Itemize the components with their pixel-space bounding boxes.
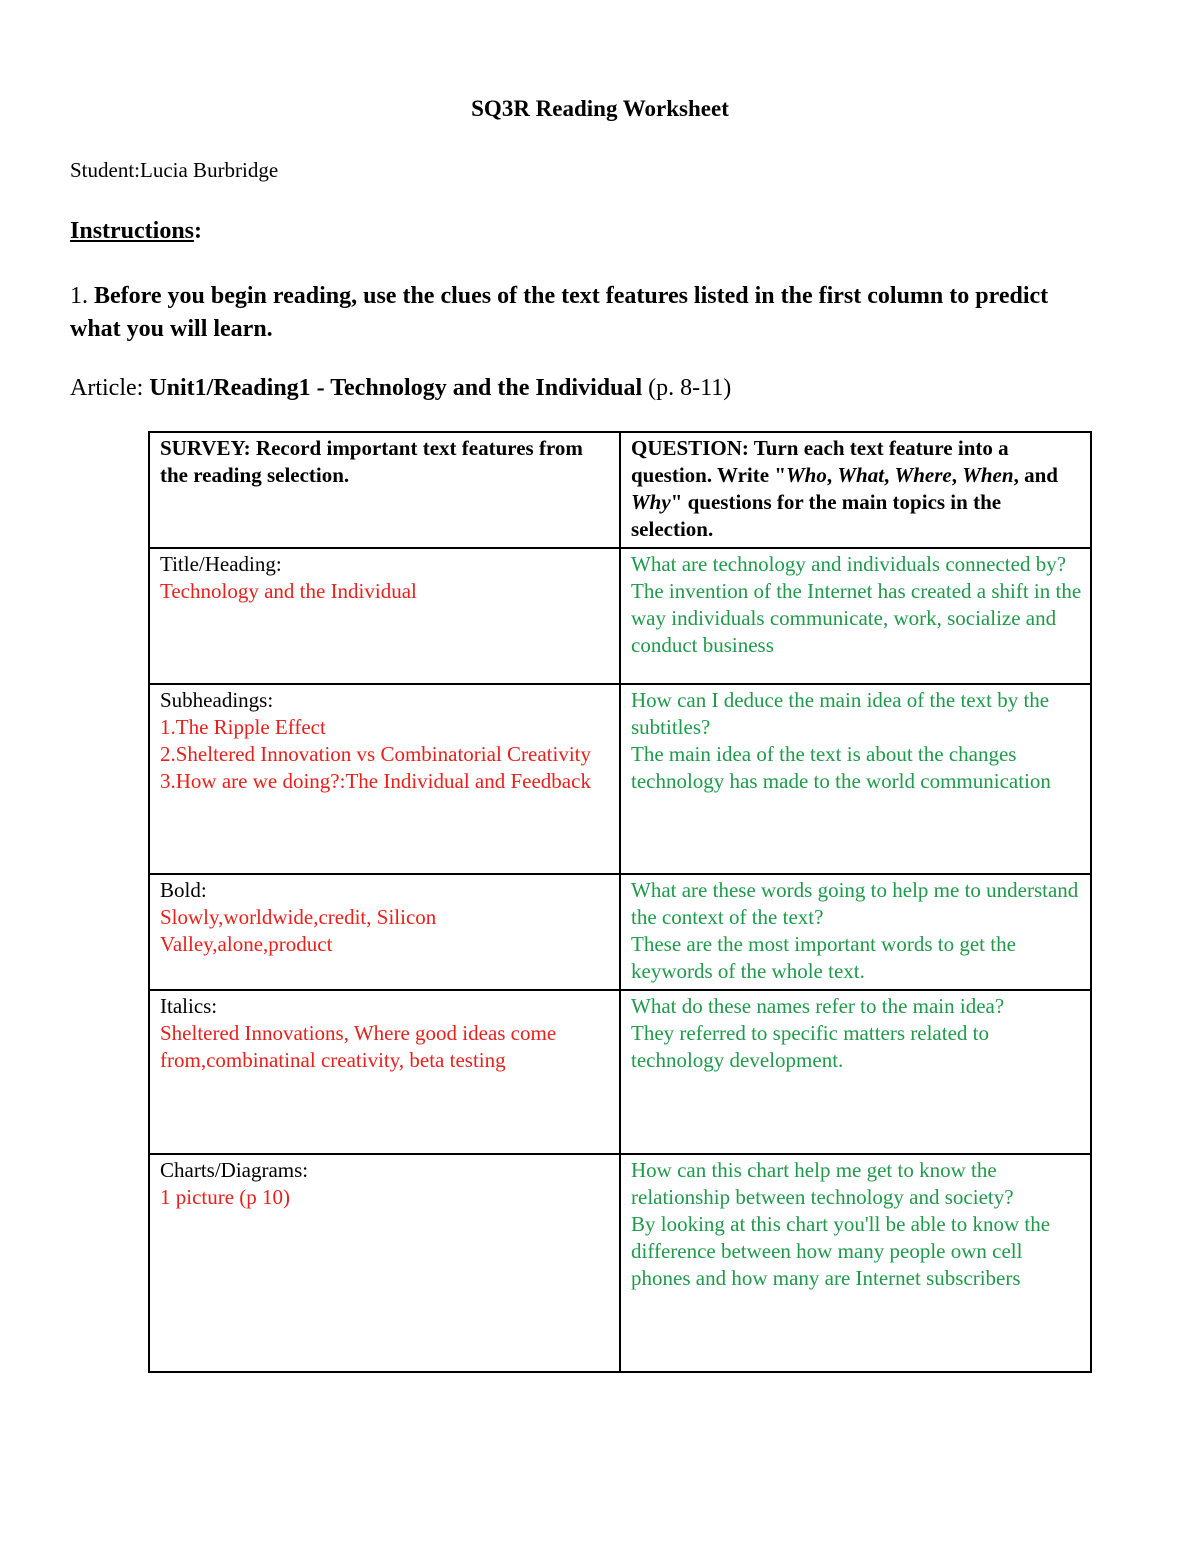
- question-sep: ,: [951, 463, 963, 487]
- article-line: [70, 375, 731, 402]
- question-header-part2: " questions for the main topics in the selection.: [631, 490, 1002, 541]
- answer-text: They referred to specific matters related to technology development.: [631, 1021, 989, 1072]
- feature-label: Title/Heading:: [160, 552, 282, 576]
- table-row: [149, 990, 1091, 1154]
- table-row: [149, 1154, 1091, 1372]
- feature-item: Sheltered Innovations, Where good ideas come from,combinatinal creativity, beta testing: [160, 1021, 557, 1072]
- feature-item: Technology and the Individual: [160, 579, 417, 603]
- feature-item: 1 picture (p 10): [160, 1185, 291, 1209]
- article-label: Article:: [70, 375, 150, 401]
- question-cell: [620, 990, 1091, 1154]
- instruction-step-1: [70, 280, 1080, 346]
- question-cell: [620, 684, 1091, 874]
- feature-label: Italics:: [160, 994, 218, 1018]
- question-text: What are technology and individuals connected by?: [631, 552, 1067, 576]
- feature-label: Charts/Diagrams:: [160, 1158, 309, 1182]
- feature-item: 2.Sheltered Innovation vs Combinatorial Creativity: [160, 742, 592, 766]
- question-word-who: Who: [785, 463, 827, 487]
- feature-item: Slowly,worldwide,credit, Silicon Valley,alone,product: [160, 905, 437, 956]
- survey-cell: [149, 548, 620, 684]
- step-number: 1.: [70, 283, 94, 309]
- question-sep: , and: [1013, 463, 1058, 487]
- feature-label: Bold:: [160, 878, 207, 902]
- question-text: What do these names refer to the main idea?: [631, 994, 1005, 1018]
- question-word-where: Where: [894, 463, 952, 487]
- table-row: [149, 874, 1091, 990]
- survey-cell: [149, 1154, 620, 1372]
- question-word-why: Why: [631, 490, 671, 514]
- question-cell: [620, 548, 1091, 684]
- question-text: How can I deduce the main idea of the text by the subtitles?: [631, 688, 1050, 739]
- answer-text: These are the most important words to get the keywords of the whole text.: [631, 932, 1016, 983]
- question-sep: ,: [884, 463, 895, 487]
- question-word-what: What: [837, 463, 885, 487]
- survey-cell: [149, 684, 620, 874]
- table-row: [149, 548, 1091, 684]
- survey-header: SURVEY: Record important text features from the reading selection.: [149, 432, 620, 548]
- sq3r-table: [148, 431, 1092, 1373]
- survey-cell: [149, 990, 620, 1154]
- question-text: What are these words going to help me to understand the context of the text?: [631, 878, 1079, 929]
- step-text: Before you begin reading, use the clues of the text features listed in the first column to predict what you will learn.: [70, 283, 1049, 342]
- question-cell: [620, 874, 1091, 990]
- instructions-colon: :: [194, 218, 203, 244]
- feature-item: 3.How are we doing?:The Individual and Feedback: [160, 769, 591, 793]
- instructions-heading: [70, 218, 202, 245]
- question-sep: ,: [826, 463, 838, 487]
- answer-text: The main idea of the text is about the changes technology has made to the world communication: [631, 742, 1051, 793]
- answer-text: By looking at this chart you'll be able to know the difference between how many people own cell phones and how many are Internet subscribers: [631, 1212, 1051, 1290]
- question-header: [620, 432, 1091, 548]
- instructions-label: Instructions: [70, 218, 195, 244]
- feature-label: Subheadings:: [160, 688, 274, 712]
- page-title: SQ3R Reading Worksheet: [471, 96, 729, 121]
- article-pages: (p. 8-11): [642, 375, 732, 401]
- feature-item: 1.The Ripple Effect: [160, 715, 326, 739]
- question-word-when: When: [962, 463, 1014, 487]
- question-header-part1: QUESTION: Turn each text feature into a question. Write ": [631, 436, 1009, 487]
- article-title: Unit1/Reading1 - Technology and the Individual: [149, 375, 643, 401]
- question-text: How can this chart help me get to know the relationship between technology and society?: [631, 1158, 1014, 1209]
- answer-text: The invention of the Internet has created a shift in the way individuals communicate, work, socialize and conduct business: [631, 579, 1082, 657]
- survey-cell: [149, 874, 620, 990]
- table-row: [149, 684, 1091, 874]
- student-name: Student:Lucia Burbridge: [70, 158, 279, 182]
- question-cell: [620, 1154, 1091, 1372]
- table-header-row: [149, 432, 1091, 548]
